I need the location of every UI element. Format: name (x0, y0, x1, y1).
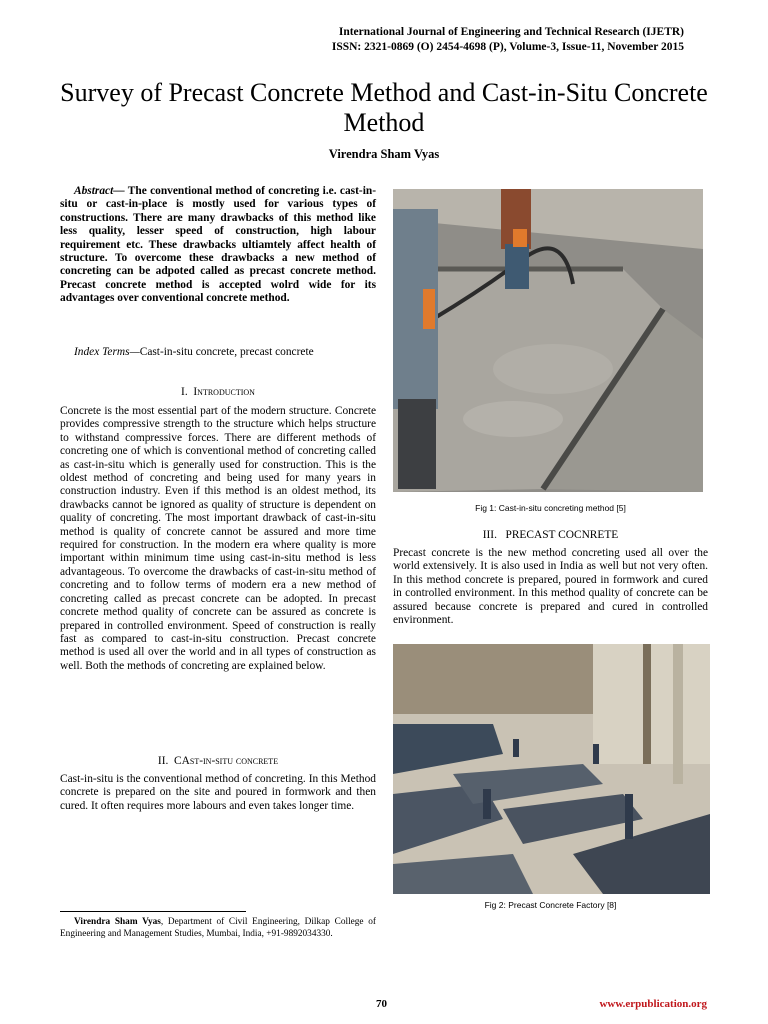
section-heading-introduction (60, 386, 376, 398)
cast-in-situ-photo-illustration (393, 189, 703, 492)
abstract-text: The conventional method of concreting i.e. cast-in-situ or cast-in-place is mostly used for various types of constructions. There are many drawbacks of this method like less quality, lesser speed of construction, high labour requirement etc. These drawbacks ultiamtely affect health of structure. To overcome these drawbacks a new method of concreting can be adpoted called as precast concrete method. Precast concrete method is accepted wolrd wide for its advantages over conventional concrete method. (60, 185, 376, 305)
cast-in-situ-text: Cast-in-situ is the conventional method of concreting. In this Method concrete is prepared on the site and poured in formwork and then cured. It often requires more labours and even takes longer time. (60, 773, 376, 812)
section-number: II. (157, 755, 169, 767)
precast-text: Precast concrete is the new method concreting used all over the world extensively. It is also used in India as well but not very often. In this method concrete is prepared, poured in formwork and cured in controlled environment. In this method quality of concrete can be assured because concrete is prepared and cured in controlled environment. (393, 547, 708, 627)
precast-factory-photo-illustration (393, 644, 710, 894)
section-heading-precast (393, 529, 708, 541)
section-title: Introduction (193, 386, 255, 398)
figure-1-photo (393, 189, 703, 492)
footnote (60, 917, 376, 940)
section-number: I. (181, 386, 188, 398)
figure-2-photo (393, 644, 710, 894)
abstract (60, 185, 376, 306)
index-terms (60, 346, 376, 359)
introduction-body (60, 405, 376, 673)
issn-line: ISSN: 2321-0869 (O) 2454-4698 (P), Volume-3, Issue-11, November 2015 (331, 41, 684, 53)
abstract-label: Abstract— (74, 185, 125, 197)
section-heading-cast-in-situ (60, 755, 376, 767)
publisher-url[interactable]: www.erpublication.org (599, 998, 707, 1010)
figure-2-caption: Fig 2: Precast Concrete Factory [8] (484, 900, 617, 910)
paper-title: Survey of Precast Concrete Method and Cast-in-Situ Concrete Method (60, 78, 708, 137)
journal-name: International Journal of Engineering and Technical Research (IJETR) (338, 26, 684, 38)
precast-body (393, 547, 708, 627)
introduction-text: Concrete is the most essential part of the modern structure. Concrete provides compressive strength to the structure which helps structure to withstand compressive forces. There are different methods of concreting one of which is conventional method of concreting called as cast-in-situ which is generally used for construction. This is the oldest method of concreting and being used for many years in construction industry. Even if this method is an oldest method, its drawbacks cannot be ignored as quality of structure is dependent on quality of concreting. The most important drawback of cast-in-situ method is quality of concrete cannot be assured and more time required for construction. In the modern era where quality is more important within minimum time using cast-in-situ method is less advantageous. To overcome the drawbacks of cast-in-situ method of concreting and to follow terms of modern era a new method of concreting called as precast concrete can be adopted. In precast concrete method quality of concrete can be assured as concrete is prepared in controlled environment. Speed of construction is really fast as compared to cast-in-situ construction. Precast concrete method is used all over the world and in all types of construction as well. Both the methods of concreting are explained below. (60, 405, 376, 672)
page-number: 70 (376, 998, 387, 1010)
index-terms-text: Cast-in-situ concrete, precast concrete (139, 346, 314, 358)
index-terms-label: Index Terms— (74, 346, 140, 358)
section-number: III. (482, 529, 497, 541)
author-name: Virendra Sham Vyas (328, 147, 440, 161)
cast-in-situ-body (60, 773, 376, 813)
footnote-author: Virendra Sham Vyas (74, 917, 161, 927)
footnote-text: , Department of Civil Engineering, Dilkap College of Engineering and Management Studies, Mumbai, India, +91-9892034330. (60, 917, 376, 939)
footnote-rule (60, 911, 246, 912)
section-title: PRECAST COCNRETE (505, 529, 619, 541)
figure-1-caption: Fig 1: Cast-in-situ concreting method [5] (475, 503, 626, 513)
section-title: CAst-in-situ concrete (174, 755, 279, 767)
